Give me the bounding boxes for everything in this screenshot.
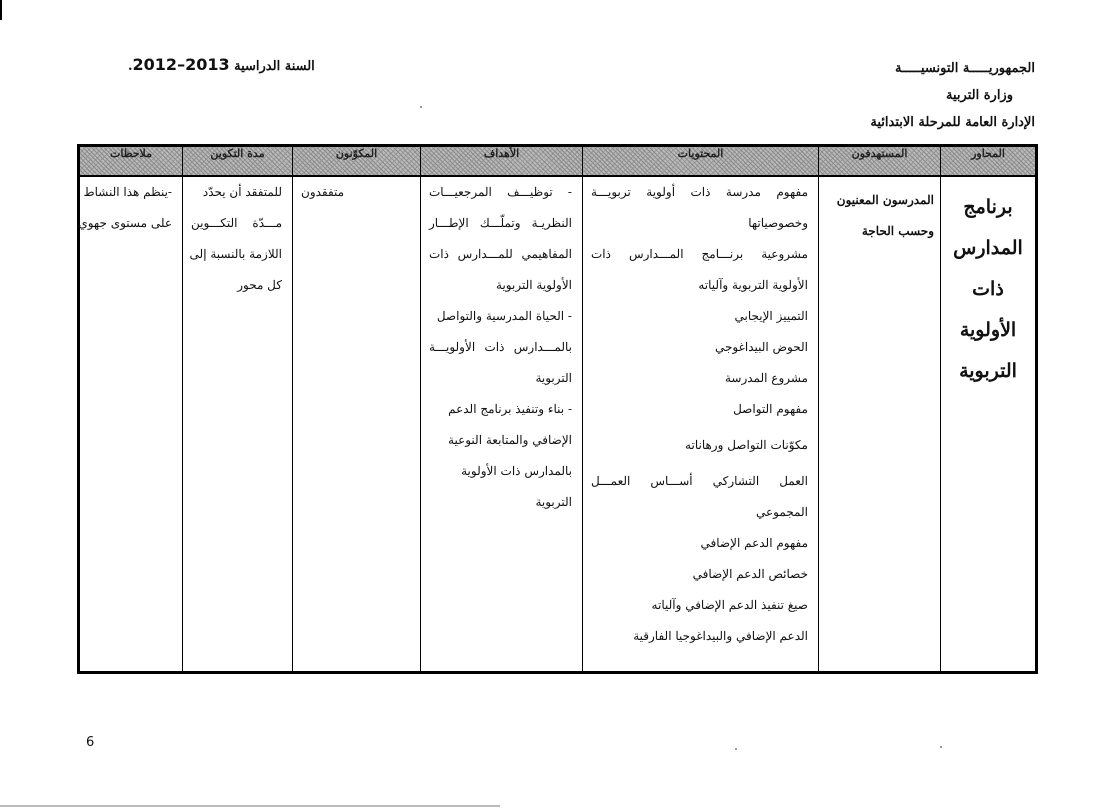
trainers-value: متفقدون [301,185,345,199]
content-line: مفهوم مدرسة ذات أولوية تربويـــة [591,185,808,199]
goals-line: - بناء وتنفيذ برنامج الدعم [448,402,572,416]
letterhead [870,55,1035,136]
goals-cell [421,176,583,673]
content-line: مشروعية برنـــامج المـــدارس ذات [591,247,808,261]
notes-cell [79,176,183,673]
trainers-cell [293,176,421,673]
header-target: المستهدفون [819,146,941,177]
country-name: الجمهوريـــــة التونسيـــــة [895,61,1035,76]
goals-line: بالمدارس ذات الأولوية [461,464,572,478]
content-line: التمييز الإيجابي [734,309,808,323]
goals-line: بالمـــدارس ذات الأولويـــة [429,340,572,354]
content-line: المجموعي [756,505,808,519]
duration-line: مـــدّة التكـــوين [191,216,282,230]
goals-line: الأولوية التربوية [496,278,572,292]
page-number: 6 [86,735,95,750]
axis-line: ذات [972,278,1004,300]
scan-speck [420,106,422,108]
duration-line: للمتفقد أن يحدّد [202,185,282,199]
school-year-suffix: . [128,59,133,74]
table-header-row [79,146,1037,177]
content-line: العمل التشاركي أســـاس العمـــل [591,474,808,488]
axis-line: برنامج [963,196,1013,218]
header-goals: الأهداف [421,146,583,177]
duration-cell [183,176,293,673]
axis-cell [941,176,1037,673]
directorate-name: الإدارة العامة للمرحلة الابتدائية [870,115,1035,130]
header-content: المحتويات [583,146,819,177]
content-line: مفهوم الدعم الإضافي [700,536,808,550]
content-line: مفهوم التواصل [733,402,808,416]
notes-line: على مستوى جهوي [78,216,172,230]
header-notes: ملاحظات [79,146,183,177]
scan-edge-mark [0,0,2,20]
header-axis: المحاور [941,146,1037,177]
goals-line: التربوية [535,371,572,385]
goals-line: الإضافي والمتابعة النوعية [448,433,572,447]
notes-line: -ينظم هذا النشاط [83,185,172,199]
content-line: الأولوية التربوية وآلياته [698,278,808,292]
table-row [79,176,1037,673]
content-line: خصائص الدعم الإضافي [692,567,808,581]
axis-line: التربوية [959,360,1017,382]
content-cell [583,176,819,673]
content-line: الحوض البيداغوجي [714,340,808,354]
school-year-value: 2012–2013 [132,55,230,74]
scan-speck [940,746,942,748]
school-year-label: السنة الدراسية [234,59,315,74]
axis-line: المدارس [953,237,1023,259]
goals-line: - الحياة المدرسية والتواصل [436,309,572,323]
content-line: الدعم الإضافي والبيداغوجيا الفارقية [633,629,808,643]
content-line: صيغ تنفيذ الدعم الإضافي وآلياته [651,598,808,612]
content-line: مشروع المدرسة [724,371,808,385]
content-line: مكوّنات التواصل ورهاناته [685,438,808,452]
target-line: المدرسون المعنيون [836,193,934,207]
scan-bottom-edge [0,805,500,807]
content-line: وخصوصياتها [748,216,808,230]
goals-line: التربوية [535,495,572,509]
ministry-name: وزارة التربية [946,88,1013,103]
header-duration: مدة التكوين [183,146,293,177]
duration-line: كل محور [237,278,282,292]
header-trainers: المكوّنون [293,146,421,177]
school-year [128,55,315,74]
goals-line: - توظيـــف المرجعيـــات [429,185,572,199]
scan-speck [735,748,737,750]
duration-line: اللازمة بالنسبة إلى [189,247,282,261]
target-line: وحسب الحاجة [861,224,934,238]
goals-line: المفاهيمي للمـــدارس ذات [429,247,572,261]
target-cell [819,176,941,673]
training-program-table [77,144,1038,674]
goals-line: النظريـة وتملّـــك الإطـــار [429,216,572,230]
axis-line: الأولوية [959,319,1017,341]
